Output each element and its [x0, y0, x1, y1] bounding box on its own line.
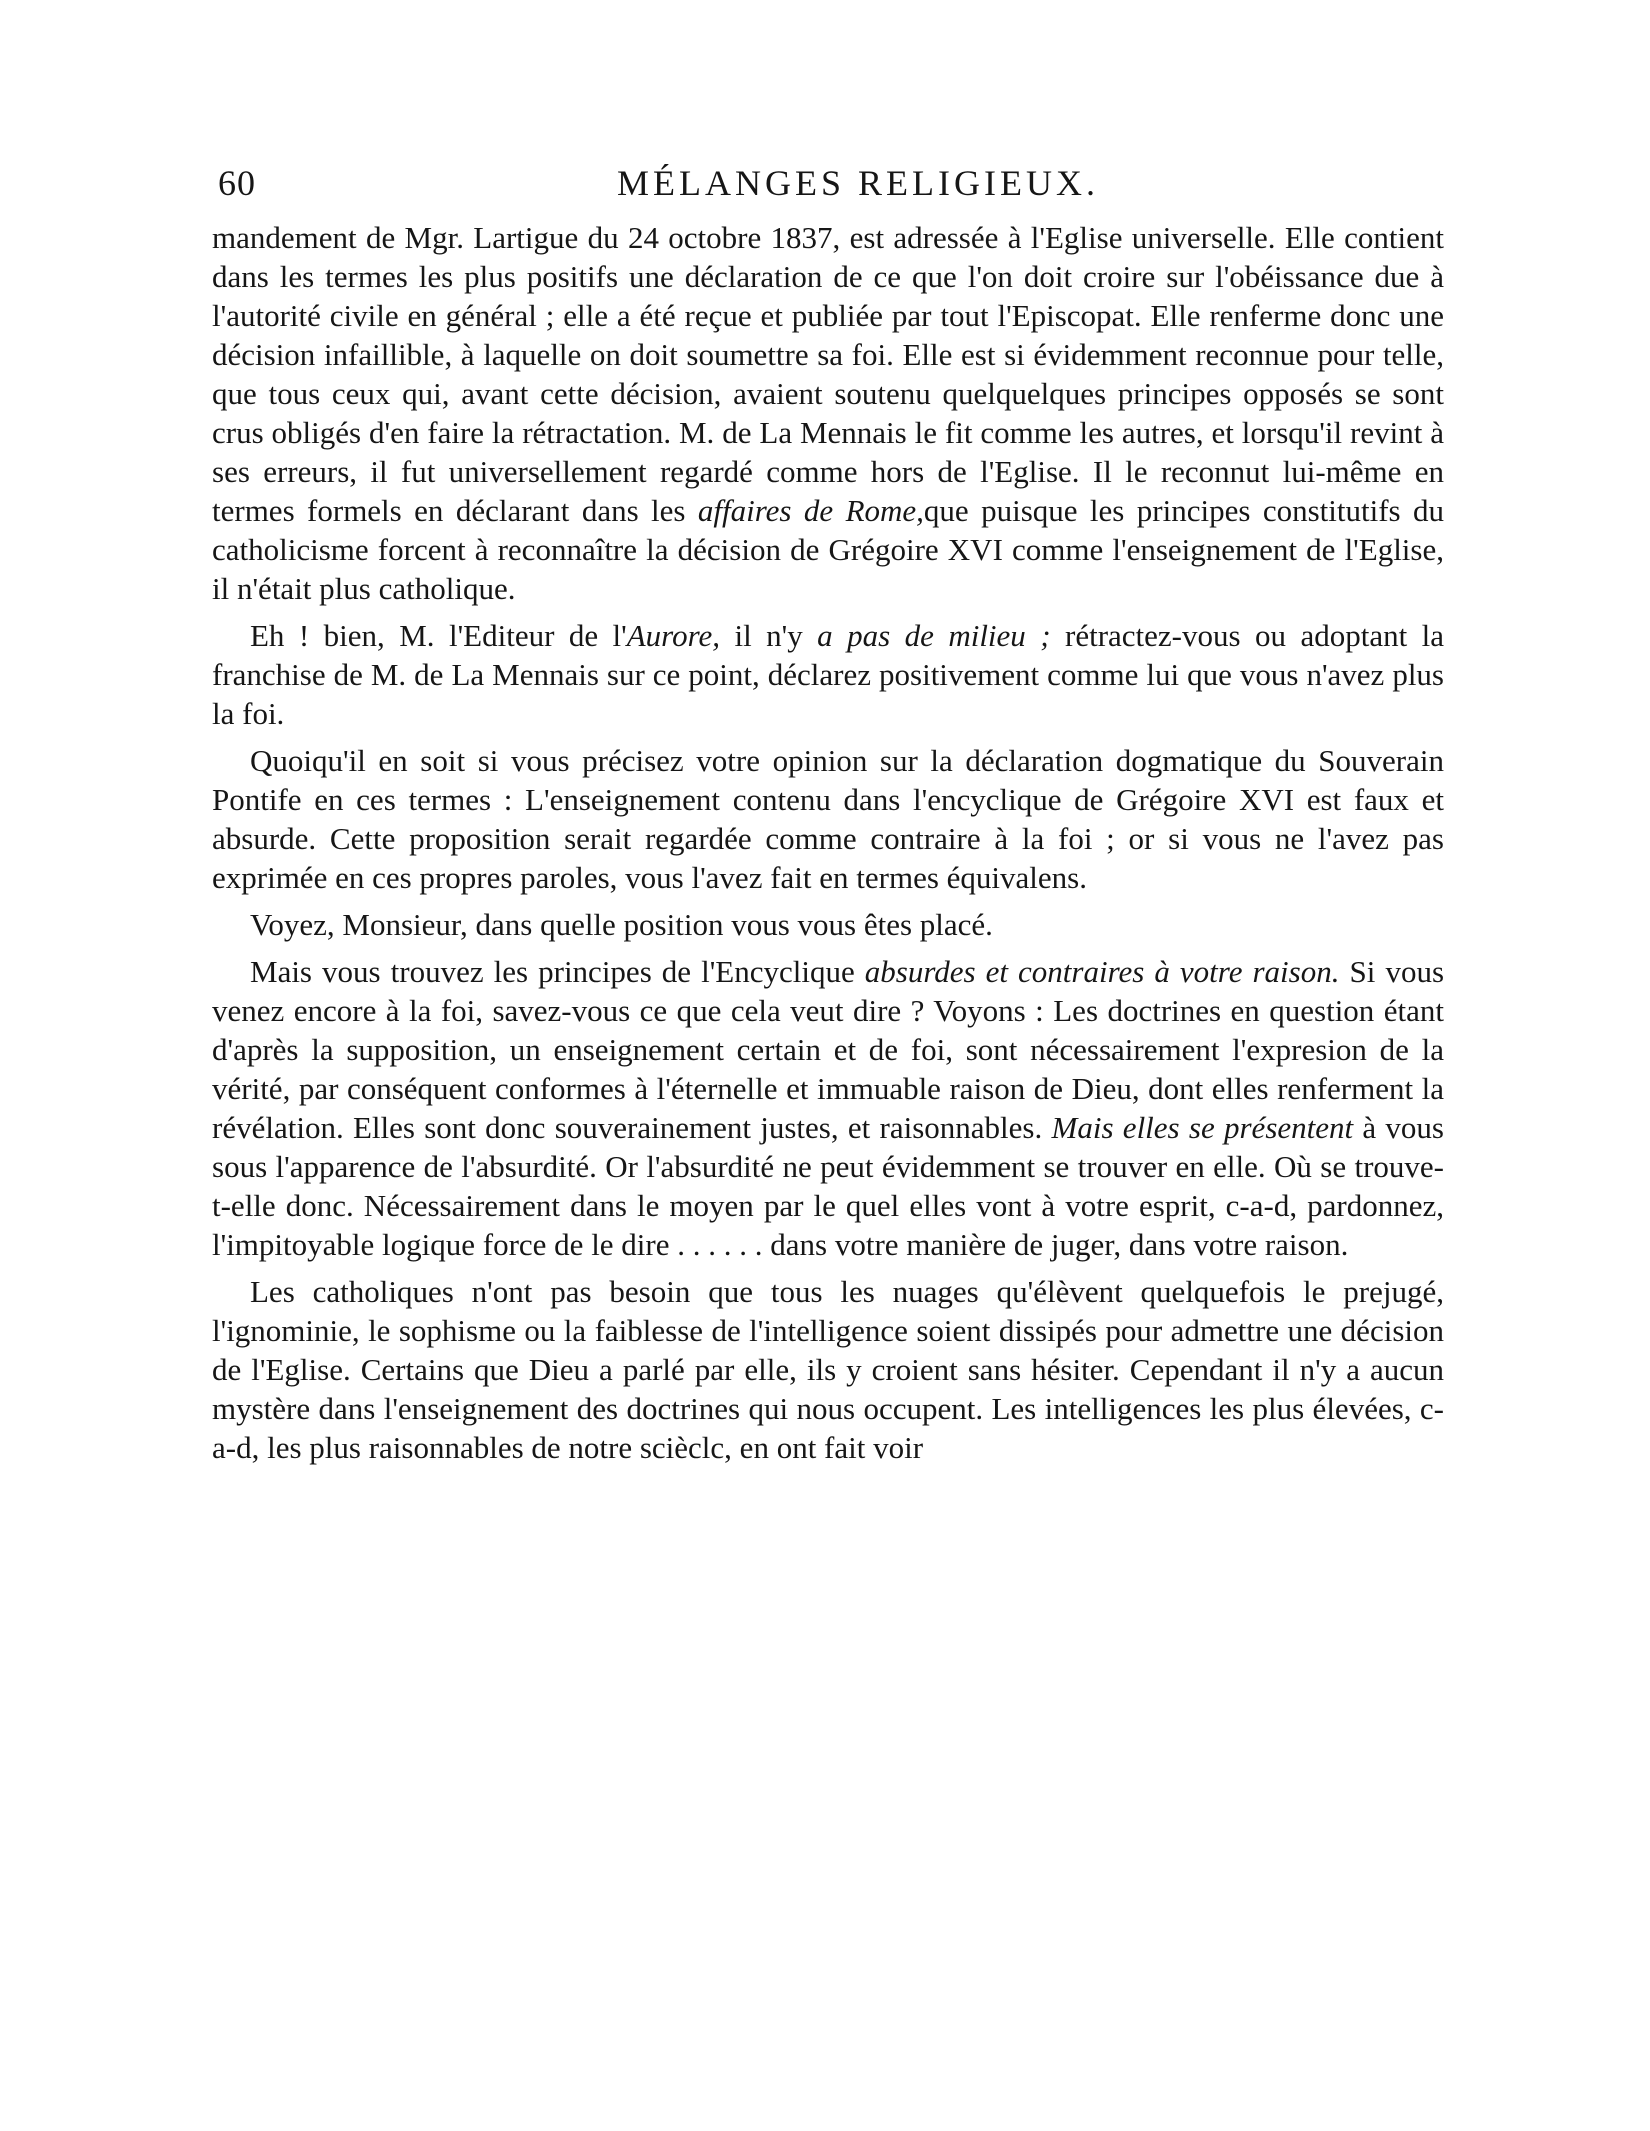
text-run: il n'y: [720, 618, 818, 653]
text-run: Quoiqu'il en soit si vous précisez votre opinion sur la déclaration dogmatique du Souverain Pontife en ces termes : L'enseignement contenu dans l'encyclique de Grégoire XVI est faux et absurde. Cette proposition serait regardée comme contraire à la foi ; or si vous ne l'avez pas exprimée en ces propres paroles, vous l'avez fait en termes équivalens.: [212, 743, 1444, 895]
paragraph: [212, 905, 1444, 944]
text-run: Mais vous trouvez les principes de l'Encyclique: [250, 954, 865, 989]
page-header: [212, 150, 1444, 214]
text-run: à vous sous l'apparence de l'absurdité. Or l'absurdité ne peut évidemment se trouver en elle. Où se trouve-t-elle donc. Nécessairement dans le moyen par le quel elles vont à votre esprit, c-a-d, pardonnez, l'impitoyable logique force de le dire . . . . . . dans votre manière de juger, dans votre raison.: [212, 1110, 1445, 1262]
text-run: mandement de Mgr. Lartigue du 24 octobre 1837, est adressée à l'Eglise universelle. Elle contient dans les termes les plus positifs une déclaration de ce que l'on doit croire sur l'obéissance due à l'autorité civile en général ; elle a été reçue et publiée par tout l'Episcopat. Elle renferme donc une décision infaillible, à laquelle on doit soumettre sa foi. Elle est si évidemment reconnue pour telle, que tous ceux qui, avant cette décision, avaient soutenu quelquelques principes opposés se sont crus obligés d'en faire la rétractation. M. de La Mennais le fit comme les autres, et lorsqu'il revint à ses erreurs, il fut universellement regardé comme hors de l'Eglise. Il le reconnut lui-même en termes formels en déclarant dans les: [212, 220, 1444, 528]
italic-text: Aurore,: [626, 618, 721, 653]
paragraph: [212, 616, 1444, 733]
text-run: que puisque les principes constitutifs du catholicisme forcent à reconnaître la décision de Grégoire XVI comme l'enseignement de l'Eglise, il n'était plus catholique.: [212, 493, 1444, 606]
page-number: 60: [218, 163, 256, 203]
italic-text: a pas de milieu ;: [817, 618, 1051, 653]
italic-text: affaires de Rome,: [697, 493, 924, 528]
body-text: [212, 218, 1444, 1467]
text-run: rétractez-vous ou adoptant la franchise de M. de La Mennais sur ce point, déclarez positivement comme lui que vous n'avez plus la foi.: [212, 618, 1445, 731]
paragraph: [212, 1272, 1444, 1467]
document-page: [212, 150, 1444, 1475]
text-run: Eh ! bien, M. l'Editeur de l': [250, 618, 627, 653]
running-title: MÉLANGES RELIGIEUX.: [617, 163, 1099, 203]
text-run: Si vous venez encore à la foi, savez-vous ce que cela veut dire ? Voyons : Les doctrines en question étant d'après la supposition, un enseignement certain et de foi, sont nécessairement l'expresion de la vérité, par conséquent conformes à l'éternelle et immuable raison de Dieu, dont elles renferment la révélation. Elles sont donc souverainement justes, et raisonnables.: [212, 954, 1445, 1145]
paragraph: [212, 952, 1444, 1264]
text-run: Les catholiques n'ont pas besoin que tous les nuages qu'élèvent quelquefois le prejugé, l'ignominie, le sophisme ou la faiblesse de l'intelligence soient dissipés pour admettre une décision de l'Eglise. Certains que Dieu a parlé par elle, ils y croient sans hésiter. Cependant il n'y a aucun mystère dans l'enseignement des doctrines qui nous occupent. Les intelligences les plus élevées, c-a-d, les plus raisonnables de notre scièclc, en ont fait voir: [212, 1274, 1444, 1465]
paragraph: [212, 218, 1444, 608]
paragraph: [212, 741, 1444, 897]
italic-text: Mais elles se présentent: [1051, 1110, 1354, 1145]
italic-text: absurdes et contraires à votre raison.: [864, 954, 1340, 989]
text-run: Voyez, Monsieur, dans quelle position vous vous êtes placé.: [250, 907, 993, 942]
